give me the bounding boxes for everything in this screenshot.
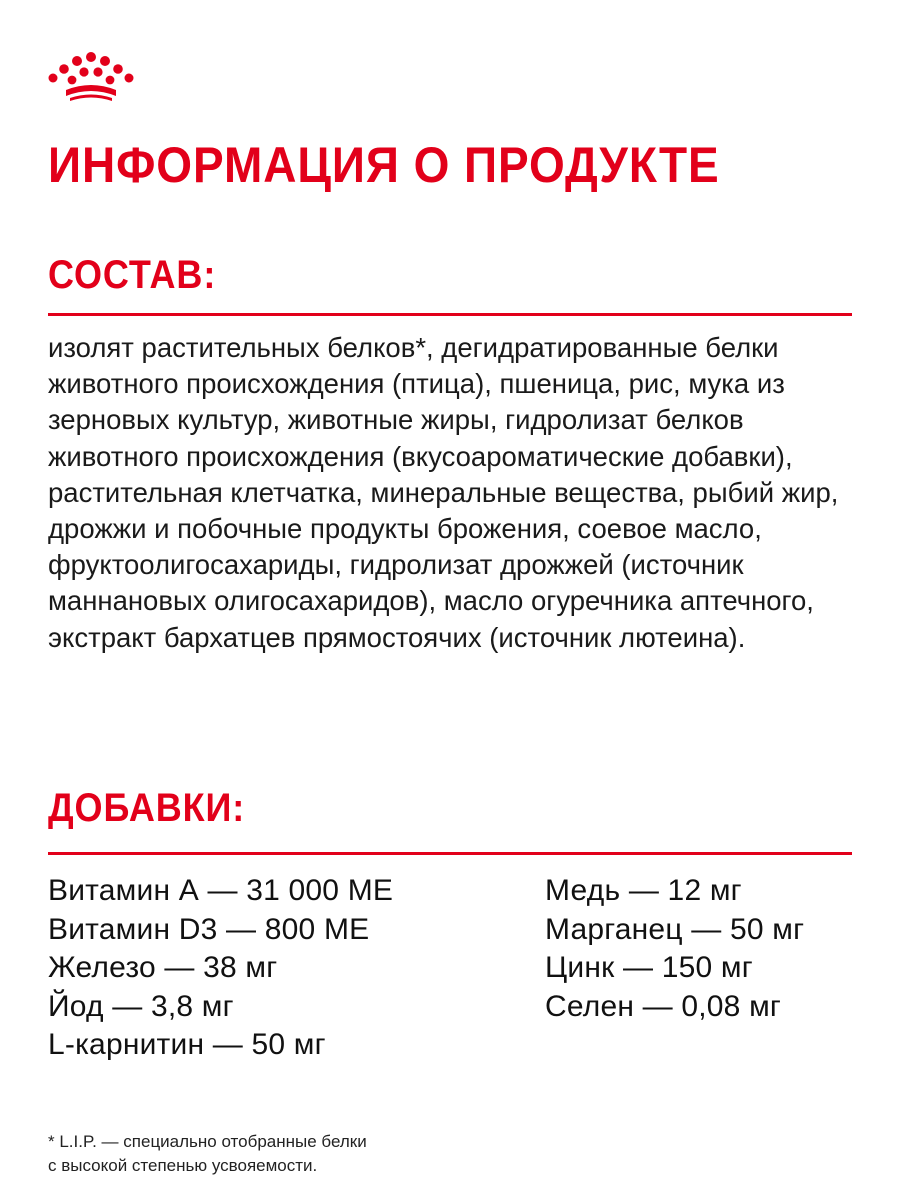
footnote-line: * L.I.P. — специально отобранные белки (48, 1132, 367, 1151)
additives-list-left (48, 872, 393, 1065)
composition-text: изолят растительных белков*, дегидратированные белки животного происхождения (птица), пшеница, рис, мука из зерновых культур, животные жиры, гидролизат белков животного происхождения (вкусоароматические добавки), растительная клетчатка, минеральные вещества, рыбий жир, дрожжи и побочные продукты брожения, соевое масло, фруктоолигосахариды, гидролизат дрожжей (источник маннановых олигосахаридов), масло огуречника аптечного, экстракт бархатцев прямостоячих (источник лютеина). (48, 332, 839, 653)
additives-heading: ДОБАВКИ: (48, 786, 246, 830)
additive-item: Железо — 38 мг (48, 951, 278, 984)
additives-list-right (545, 872, 804, 1026)
additives-divider (48, 852, 852, 855)
footnote (48, 1130, 648, 1178)
additive-item: Медь — 12 мг (545, 874, 742, 907)
footnote-line: с высокой степенью усвояемости. (48, 1156, 318, 1175)
additive-item: Витамин D3 — 800 МЕ (48, 912, 370, 946)
additive-item: Марганец — 50 мг (545, 912, 805, 946)
additive-item: Витамин А — 31 000 МЕ (48, 874, 394, 907)
composition-divider (48, 313, 852, 316)
additive-item: Селен — 0,08 мг (545, 989, 782, 1023)
additive-item: Йод — 3,8 мг (48, 989, 234, 1023)
page-title: ИНФОРМАЦИЯ О ПРОДУКТЕ (48, 137, 720, 193)
additive-item: Цинк — 150 мг (545, 951, 753, 984)
composition-heading: СОСТАВ: (48, 253, 217, 297)
crown-icon (46, 50, 136, 102)
additive-item: L-карнитин — 50 мг (48, 1028, 326, 1061)
